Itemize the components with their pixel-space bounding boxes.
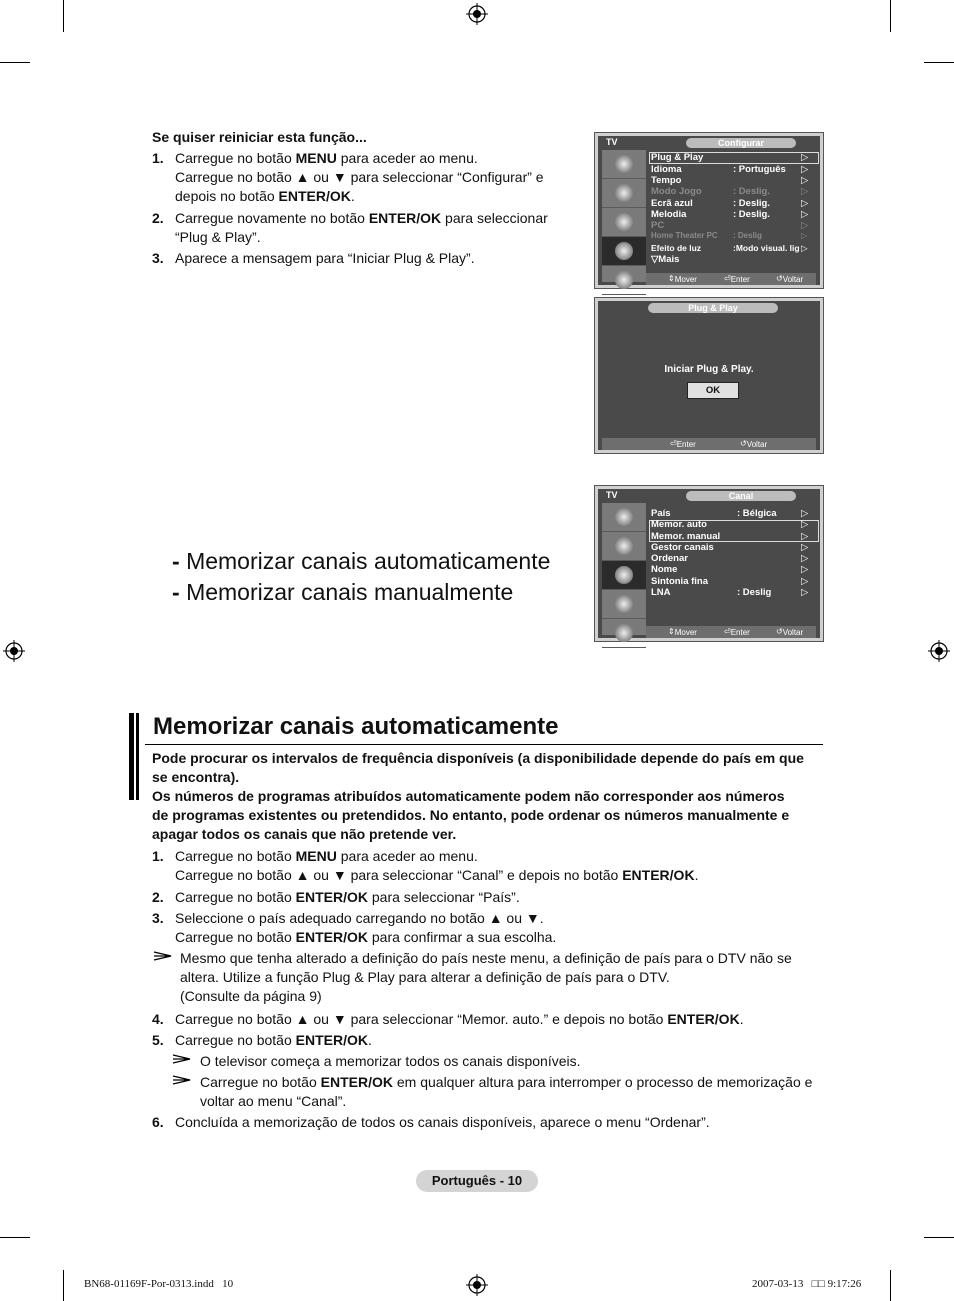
menu-item[interactable]: Plug & Play ▷ <box>651 152 809 163</box>
move-hint: ⇕ Mover <box>668 627 697 637</box>
canal-menu-screen <box>594 485 824 642</box>
menu-item[interactable]: Tempo ▷ <box>651 175 809 186</box>
section-title: Memorizar canais automaticamente <box>153 713 559 740</box>
channel-icon[interactable] <box>602 208 646 237</box>
page-number-badge: Português - 10 <box>416 1170 538 1192</box>
section-rule <box>145 744 823 745</box>
registration-mark-icon <box>466 3 488 25</box>
menu-bottom-bar <box>646 626 816 638</box>
move-hint: ⇕ Mover <box>668 274 697 284</box>
note-arrow-icon <box>172 1053 192 1065</box>
menu-item[interactable]: Idioma : Português ▷ <box>651 164 809 175</box>
enter-hint: ⏎ Enter <box>724 274 750 284</box>
big-list-item: - Memorizar canais automaticamente <box>172 548 551 574</box>
step-number: 4. <box>152 1011 164 1027</box>
note-arrow-icon <box>153 950 173 962</box>
registration-mark-icon <box>928 640 950 662</box>
menu-item[interactable]: País : Bélgica ▷ <box>651 508 809 519</box>
picture-icon[interactable] <box>602 150 646 179</box>
intro-line: Os números de programas atribuídos automaticamente podem não corresponder aos números <box>152 788 785 804</box>
step-line: Carregue no botão ▲ ou ▼ para seleccionar “Configurar” e <box>175 169 544 185</box>
tv-label: TV <box>606 490 618 500</box>
big-list-item: - Memorizar canais manualmente <box>172 579 514 605</box>
enter-hint: ⏎ Enter <box>670 439 696 449</box>
step-line: Carregue no botão ENTER/OK. <box>175 1032 372 1048</box>
crop-mark <box>63 0 64 32</box>
back-hint: ↺ Voltar <box>776 274 804 284</box>
step-number: 2. <box>152 210 164 226</box>
input-icon[interactable] <box>602 619 646 648</box>
step-number: 2. <box>152 889 164 905</box>
sound-icon[interactable] <box>602 532 646 561</box>
note-line: Mesmo que tenha alterado a definição do país neste menu, a definição de país para o DTV não se <box>180 950 792 966</box>
configurar-menu-screen <box>594 132 824 289</box>
sound-icon[interactable] <box>602 179 646 208</box>
print-date: 2007-03-13 □□ 9:17:26 <box>752 1278 862 1290</box>
menu-item[interactable]: Sintonia fina ▷ <box>651 576 809 587</box>
crop-mark <box>890 1270 891 1301</box>
step-number: 1. <box>152 150 164 166</box>
menu-title: Plug & Play <box>648 303 778 313</box>
crop-mark <box>63 1270 64 1301</box>
crop-mark <box>0 62 30 63</box>
back-hint: ↺ Voltar <box>740 439 768 449</box>
note-line: Carregue no botão ENTER/OK em qualquer altura para interromper o processo de memorização e <box>200 1074 813 1090</box>
ok-button[interactable]: OK <box>687 382 739 399</box>
file-info: BN68-01169F-Por-0313.indd 10 <box>84 1278 234 1290</box>
menu-item[interactable]: Gestor canais ▷ <box>651 542 809 553</box>
enter-hint: ⏎ Enter <box>724 627 750 637</box>
menu-item[interactable]: ▽Mais <box>651 254 680 265</box>
side-icons <box>602 503 646 635</box>
menu-item[interactable]: Memor. auto ▷ <box>651 519 809 530</box>
step-number: 6. <box>152 1114 164 1130</box>
intro-line: de programas existentes ou pretendidos. No entanto, pode ordenar os números manualmente e <box>152 807 790 823</box>
step-number: 3. <box>152 250 164 266</box>
intro-line: apagar todos os canais que não pretende ver. <box>152 826 457 842</box>
menu-item[interactable]: Efeito de luz :Modo visual. lig ▷ <box>651 243 808 253</box>
step-line: Carregue no botão MENU para aceder ao menu. <box>175 848 478 864</box>
step-line: Carregue no botão MENU para aceder ao menu. <box>175 150 478 166</box>
step-line: Carregue novamente no botão ENTER/OK para seleccionar <box>175 210 548 226</box>
side-icons <box>602 150 646 282</box>
step-line: Carregue no botão ENTER/OK para seleccionar “País”. <box>175 889 520 905</box>
menu-item[interactable]: Ordenar ▷ <box>651 553 809 564</box>
step-line: Carregue no botão ▲ ou ▼ para seleccionar “Canal” e depois no botão ENTER/OK. <box>175 867 699 883</box>
note-line: altera. Utilize a função Plug & Play para alterar a definição de país para o DTV. <box>180 969 670 985</box>
setup-icon[interactable] <box>602 237 646 266</box>
picture-icon[interactable] <box>602 503 646 532</box>
menu-bottom-bar <box>602 438 816 450</box>
plug-and-play-screen <box>594 297 824 454</box>
note-line: (Consulte da página 9) <box>180 988 322 1004</box>
menu-item[interactable]: Melodia : Deslig. ▷ <box>651 209 809 220</box>
crop-mark <box>890 0 891 32</box>
channel-icon[interactable] <box>602 561 646 590</box>
plug-message: Iniciar Plug & Play. <box>664 364 754 375</box>
step-number: 1. <box>152 848 164 864</box>
menu-title: Canal <box>686 491 796 501</box>
registration-mark-icon <box>466 1274 488 1296</box>
step-line: depois no botão ENTER/OK. <box>175 188 355 204</box>
step-line: “Plug & Play”. <box>175 229 261 245</box>
menu-item[interactable]: Memor. manual ▷ <box>651 531 809 542</box>
crop-mark <box>0 1237 30 1238</box>
section-bar <box>129 713 134 800</box>
menu-item[interactable]: Ecrã azul : Deslig. ▷ <box>651 198 809 209</box>
back-hint: ↺ Voltar <box>776 627 804 637</box>
menu-item[interactable]: Home Theater PC : Deslig ▷ <box>651 231 808 240</box>
step-line: Seleccione o país adequado carregando no botão ▲ ou ▼. <box>175 910 544 926</box>
tv-label: TV <box>606 137 618 147</box>
crop-mark <box>924 62 954 63</box>
crop-mark <box>924 1237 954 1238</box>
menu-item[interactable]: LNA : Deslig ▷ <box>651 587 809 598</box>
step-line: Aparece a mensagem para “Iniciar Plug & Play”. <box>175 250 475 266</box>
registration-mark-icon <box>3 640 25 662</box>
intro-line: Pode procurar os intervalos de frequência disponíveis (a disponibilidade depende do país em que <box>152 750 804 766</box>
note-line: O televisor começa a memorizar todos os canais disponíveis. <box>200 1053 581 1069</box>
reset-heading: Se quiser reiniciar esta função... <box>152 129 367 145</box>
step-line: Carregue no botão ENTER/OK para confirmar a sua escolha. <box>175 929 557 945</box>
menu-item[interactable]: PC ▷ <box>651 220 809 231</box>
step-line: Concluída a memorização de todos os canais disponíveis, aparece o menu “Ordenar”. <box>175 1114 710 1130</box>
note-line: voltar ao menu “Canal”. <box>200 1093 347 1109</box>
menu-bottom-bar <box>646 273 816 285</box>
step-number: 3. <box>152 910 164 926</box>
step-line: Carregue no botão ▲ ou ▼ para seleccionar “Memor. auto.” e depois no botão ENTER/OK. <box>175 1011 744 1027</box>
menu-title: Configurar <box>686 138 796 148</box>
input-icon[interactable] <box>602 266 646 295</box>
step-number: 5. <box>152 1032 164 1048</box>
menu-item[interactable]: Nome ▷ <box>651 564 809 575</box>
intro-line: se encontra). <box>152 769 240 785</box>
menu-item[interactable]: Modo Jogo : Deslig. ▷ <box>651 186 809 197</box>
note-arrow-icon <box>172 1074 192 1086</box>
setup-icon[interactable] <box>602 590 646 619</box>
section-bar <box>136 713 139 800</box>
